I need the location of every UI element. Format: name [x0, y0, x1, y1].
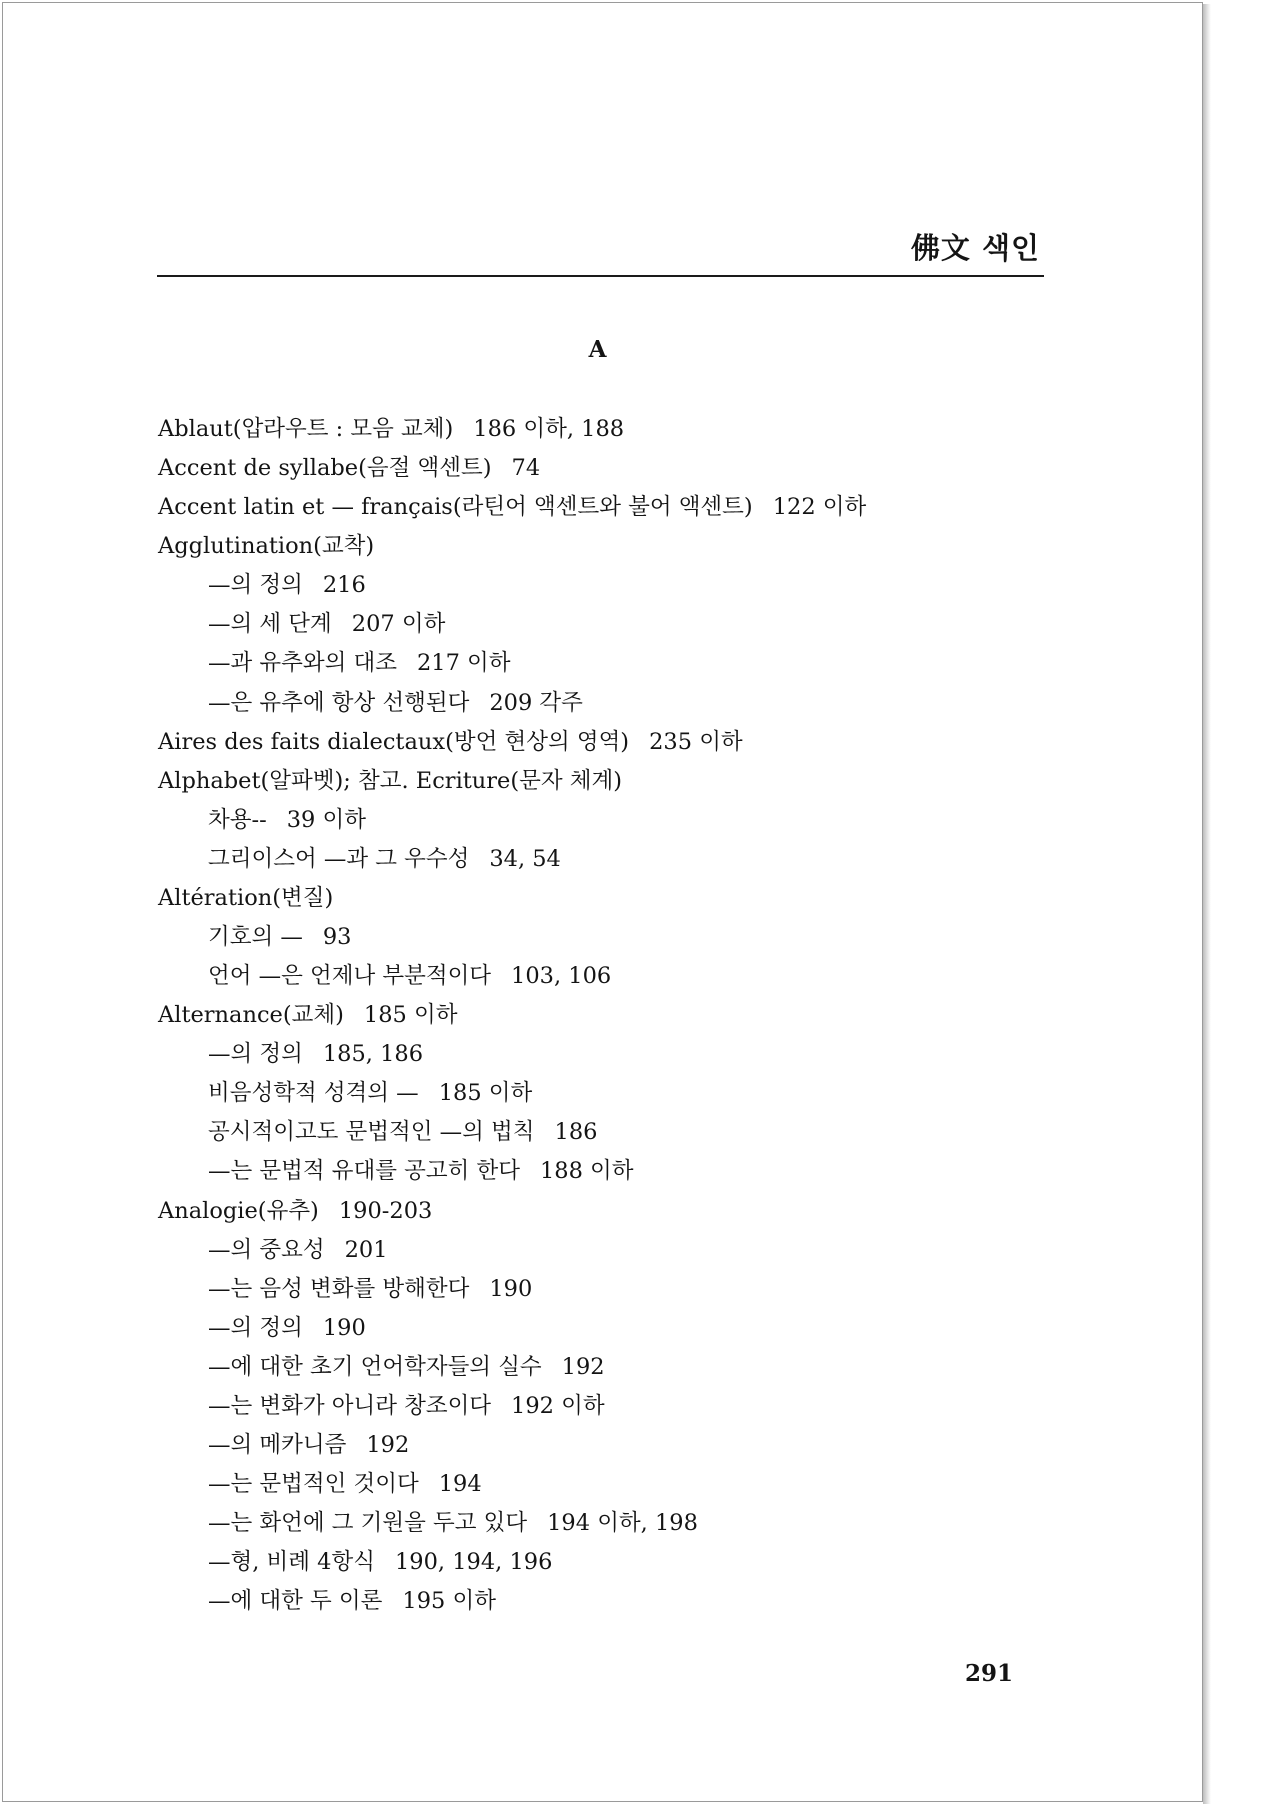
index-term: Aires des faits dialectaux(방언 현상의 영역)	[158, 728, 630, 755]
index-page-refs: 195 이하	[402, 1588, 496, 1615]
index-page-refs: 201	[344, 1236, 388, 1263]
index-subentry	[158, 1387, 1058, 1426]
index-term: —에 대한 두 이론	[208, 1588, 383, 1615]
index-term: Accent de syllabe(음절 액센트)	[158, 455, 492, 482]
index-page-refs: 103, 106	[511, 963, 612, 990]
index-term: —의 중요성	[208, 1236, 325, 1263]
index-term: —는 변화가 아니라 창조이다	[208, 1392, 492, 1419]
index-page-refs: 190	[322, 1314, 366, 1341]
index-term: —의 세 단계	[208, 611, 332, 638]
index-subentry	[158, 1543, 1058, 1582]
index-subentry	[158, 840, 1058, 879]
index-term: 비음성학적 성격의 —	[208, 1080, 419, 1107]
index-term: —는 화언에 그 기원을 두고 있다	[208, 1510, 528, 1537]
index-page-refs: 185 이하	[438, 1080, 533, 1107]
index-page-refs: 194 이하, 198	[547, 1510, 698, 1537]
index-entry	[158, 527, 1058, 566]
index-term: —는 문법적인 것이다	[208, 1471, 419, 1498]
index-term: Agglutination(교착)	[158, 533, 375, 560]
index-subentry	[158, 1035, 1058, 1074]
index-subentry	[158, 1270, 1058, 1309]
index-term: Analogie(유추)	[158, 1197, 319, 1224]
index-subentry	[158, 1231, 1058, 1270]
index-page-refs: 93	[322, 924, 352, 951]
index-page-refs: 34, 54	[489, 845, 561, 872]
index-subentry	[158, 684, 1058, 723]
index-subentry	[158, 605, 1058, 644]
index-entry	[158, 410, 1058, 449]
index-term: Ablaut(압라우트 : 모음 교체)	[158, 416, 454, 442]
index-entry	[158, 488, 1058, 527]
index-subentry	[158, 1152, 1058, 1191]
index-term: —형, 비례 4항식	[208, 1549, 375, 1576]
index-page-refs: 188 이하	[539, 1158, 634, 1185]
index-term: —는 문법적 유대를 공고히 한다	[208, 1158, 520, 1185]
index-page-refs: 186	[554, 1119, 598, 1146]
page-number: 291	[965, 1660, 1014, 1687]
index-page-refs: 194	[438, 1471, 482, 1498]
index-page-refs: 190, 194, 196	[394, 1549, 553, 1576]
page-edge-shadow	[1203, 4, 1211, 1804]
index-term: —의 정의	[208, 572, 303, 599]
index-term: —는 음성 변화를 방해한다	[208, 1275, 470, 1302]
index-term: —은 유추에 항상 선행된다	[208, 689, 470, 716]
index-entry	[158, 1192, 1058, 1231]
index-entry	[158, 996, 1058, 1035]
index-term: Accent latin et — français(라틴어 액센트와 불어 액센트)	[158, 494, 753, 521]
index-entry	[158, 449, 1058, 488]
index-term: —의 정의	[208, 1041, 303, 1068]
index-subentry	[158, 918, 1058, 957]
index-term: 언어 —은 언제나 부분적이다	[208, 963, 492, 990]
index-page-refs: 190-203	[338, 1197, 433, 1224]
index-page-refs: 216	[322, 572, 366, 599]
index-term: 차용--	[208, 806, 267, 833]
index-page-refs: 209 각주	[489, 689, 583, 716]
index-subentry	[158, 1426, 1058, 1465]
index-subentry	[158, 1074, 1058, 1113]
index-term: 기호의 —	[208, 924, 303, 951]
index-subentry	[158, 801, 1058, 840]
index-list	[158, 410, 1058, 1621]
index-subentry	[158, 644, 1058, 683]
index-term: 그리이스어 —과 그 우수성	[208, 845, 470, 872]
index-subentry	[158, 957, 1058, 996]
index-page-refs: 235 이하	[649, 728, 743, 755]
index-subentry	[158, 1348, 1058, 1387]
index-term: Altération(변질)	[158, 884, 334, 911]
index-page-refs: 192 이하	[511, 1392, 605, 1419]
index-page-refs: 192	[561, 1353, 605, 1380]
index-subentry	[158, 566, 1058, 605]
index-term: —의 메카니즘	[208, 1432, 347, 1459]
index-term: Alphabet(알파벳); 참고. Ecriture(문자 체계)	[158, 767, 623, 794]
index-entry	[158, 762, 1058, 801]
running-header-title: 佛文 색인	[910, 231, 1040, 265]
index-term: 공시적이고도 문법적인 —의 법칙	[208, 1119, 535, 1146]
index-subentry	[158, 1582, 1058, 1621]
index-page-refs: 190	[489, 1275, 533, 1302]
index-page-refs: 192	[366, 1432, 410, 1459]
index-page-refs: 122 이하	[772, 494, 867, 521]
index-page-refs: 207 이하	[351, 611, 446, 638]
index-page-refs: 217 이하	[416, 650, 511, 677]
index-page-refs: 39 이하	[286, 806, 366, 833]
index-page-refs: 185, 186	[322, 1041, 424, 1068]
index-term: —의 정의	[208, 1314, 303, 1341]
index-subentry	[158, 1113, 1058, 1152]
index-subentry	[158, 1309, 1058, 1348]
index-entry	[158, 879, 1058, 918]
index-subentry	[158, 1504, 1058, 1543]
index-page-refs: 185 이하	[363, 1002, 458, 1029]
index-subentry	[158, 1465, 1058, 1504]
index-entry	[158, 723, 1058, 762]
index-term: Alternance(교체)	[158, 1002, 344, 1029]
index-term: —과 유추와의 대조	[208, 650, 397, 677]
index-term: —에 대한 초기 언어학자들의 실수	[208, 1353, 542, 1380]
index-page-refs: 74	[511, 455, 541, 482]
header-rule	[157, 275, 1044, 277]
section-letter: A	[588, 336, 607, 363]
index-page-refs: 186 이하, 188	[473, 416, 625, 442]
